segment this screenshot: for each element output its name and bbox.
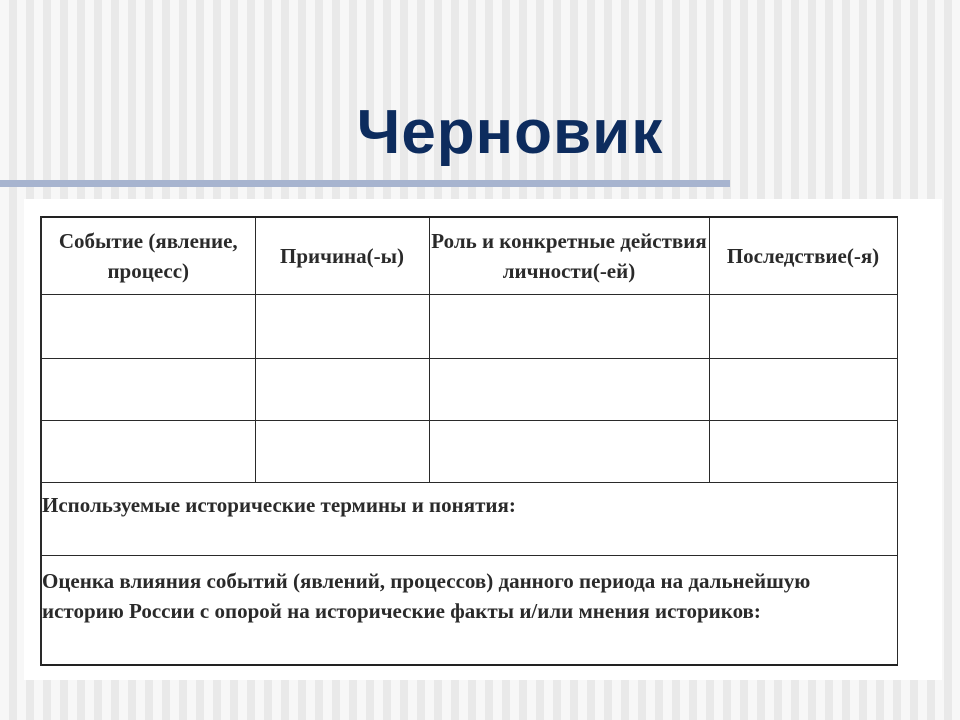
header-cause: Причина(-ы) [255, 217, 429, 294]
table-row [41, 358, 897, 420]
table-cell[interactable] [255, 358, 429, 420]
table-cell[interactable] [429, 294, 709, 358]
table-cell[interactable] [255, 420, 429, 482]
header-role: Роль и конкретные действия личности(-ей) [429, 217, 709, 294]
table-cell[interactable] [709, 420, 897, 482]
terms-row [41, 482, 897, 555]
table-cell[interactable] [41, 420, 255, 482]
terms-label[interactable]: Используемые исторические термины и понятия: [41, 482, 897, 555]
table-cell[interactable] [41, 358, 255, 420]
table-cell[interactable] [255, 294, 429, 358]
table-row [41, 294, 897, 358]
assessment-label[interactable]: Оценка влияния событий (явлений, процессов) данного периода на дальнейшую историю России с опорой на исторические факты и/или мнения историков: [41, 555, 897, 665]
assessment-row [41, 555, 897, 665]
draft-table [40, 216, 898, 666]
table-cell[interactable] [709, 358, 897, 420]
table-cell[interactable] [709, 294, 897, 358]
header-event: Событие (явление, процесс) [41, 217, 255, 294]
slide-title: Черновик [356, 98, 664, 167]
title-underline [0, 180, 730, 187]
table-cell[interactable] [429, 358, 709, 420]
header-row [41, 217, 897, 294]
table-cell[interactable] [41, 294, 255, 358]
table-row [41, 420, 897, 482]
table-cell[interactable] [429, 420, 709, 482]
header-consequence: Последствие(-я) [709, 217, 897, 294]
